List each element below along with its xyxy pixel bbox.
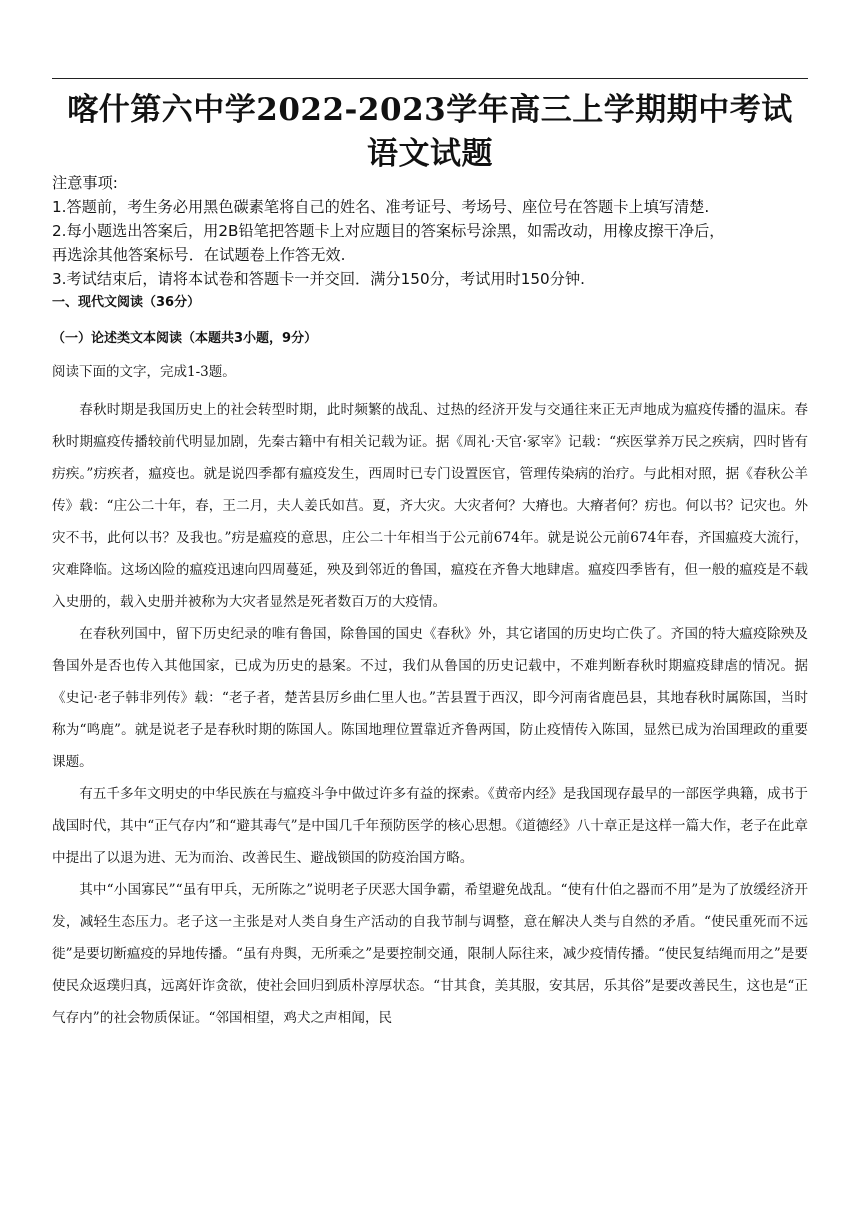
header-rule [52,78,808,79]
exam-title: 喀什第六中学2022-2023学年高三上学期期中考试 [67,92,793,128]
reading-passage [52,394,808,1034]
notice-heading: 注意事项: [52,174,118,192]
passage-paragraph-3: 有五千多年文明史的中华民族在与瘟疫斗争中做过许多有益的探索。《黄帝内经》是我国现存最早的一部医学典籍，成书于战国时代，其中“正气存内”和“避其毒气”是中国几千年预防医学的核心思想。《道德经》八十章正是这样一篇大作，老子在此章中提出了以退为进、无为而治、改善民生、避战锁国的防疫治国方略。 [52,786,808,866]
exam-subject-title: 语文试题 [367,136,493,172]
notice-item-1: 1.答题前，考生务必用黑色碳素笔将自己的姓名、准考证号、考场号、座位号在答题卡上填写清楚. [52,198,710,216]
passage-paragraph-1: 春秋时期是我国历史上的社会转型时期，此时频繁的战乱、过热的经济开发与交通往来正无声地成为瘟疫传播的温床。春秋时期瘟疫传播较前代明显加剧，先秦古籍中有相关记载为证。据《周礼·天官·冢宰》记载：“疾医掌养万民之疾病，四时皆有疠疾。”疠疾者，瘟疫也。就是说四季都有瘟疫发生，西周时已专门设置医官，管理传染病的治疗。与此相对照，据《春秋公羊传》载：“庄公二十年，春，王二月，夫人姜氏如莒。夏，齐大灾。大灾者何？大瘠也。大瘠者何？疠也。何以书？记灾也。外灾不书，此何以书？及我也。”疠是瘟疫的意思，庄公二十年相当于公元前674年。就是说公元前674年春，齐国瘟疫大流行，灾难降临。这场凶险的瘟疫迅速向四周蔓延，殃及到邻近的鲁国，瘟疫在齐鲁大地肆虐。瘟疫四季皆有，但一般的瘟疫是不载入史册的，载入史册并被称为大灾者显然是死者数百万的大疫情。 [52,402,808,610]
notice-item-2-line-2: 再选涂其他答案标号．在试题卷上作答无效. [52,246,346,264]
section-heading: 一、现代文阅读（36分） [52,295,201,310]
reading-instruction: 阅读下面的文字，完成1-3题。 [52,364,236,380]
subsection-heading: （一）论述类文本阅读（本题共3小题，9分） [52,331,318,346]
notice-item-3: 3.考试结束后，请将本试卷和答题卡一并交回．满分150分，考试用时150分钟. [52,270,585,288]
passage-paragraph-4: 其中“小国寡民”“虽有甲兵，无所陈之”说明老子厌恶大国争霸，希望避免战乱。“使有什伯之器而不用”是为了放缓经济开发，减轻生态压力。老子这一主张是对人类自身生产活动的自我节制与调整，意在解决人类与自然的矛盾。“使民重死而不远徙”是要切断瘟疫的异地传播。“虽有舟舆，无所乘之”是要控制交通，限制人际往来，减少疫情传播。“使民复结绳而用之”是要使民众返璞归真，远离奸诈贪欲，使社会回归到质朴淳厚状态。“甘其食，美其服，安其居，乐其俗”是要改善民生，这也是“正气存内”的社会物质保证。“邻国相望，鸡犬之声相闻，民 [52,882,808,1026]
passage-paragraph-2: 在春秋列国中，留下历史纪录的唯有鲁国，除鲁国的国史《春秋》外，其它诸国的历史均亡佚了。齐国的特大瘟疫除殃及鲁国外是否也传入其他国家，已成为历史的悬案。不过，我们从鲁国的历史记载中，不难判断春秋时期瘟疫肆虐的情况。据《史记·老子韩非列传》载：“老子者，楚苦县厉乡曲仁里人也。”苦县置于西汉，即今河南省鹿邑县，其地春秋时属陈国，当时称为“鸣鹿”。就是说老子是春秋时期的陈国人。陈国地理位置靠近齐鲁两国，防止疫情传入陈国，显然已成为治国理政的重要课题。 [52,626,808,770]
notice-item-2-line-1: 2.每小题选出答案后，用2B铅笔把答题卡上对应题目的答案标号涂黑，如需改动，用橡皮擦干净后， [52,222,725,240]
